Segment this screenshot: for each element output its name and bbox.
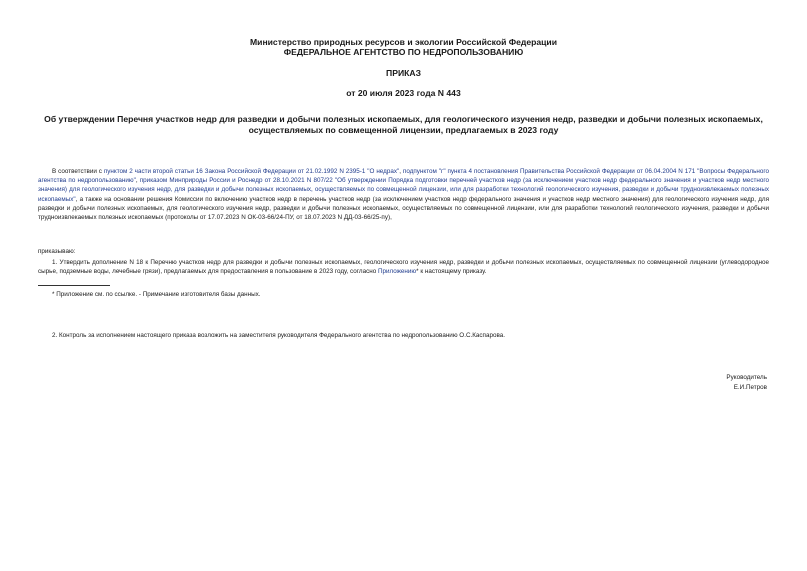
item-1-text: 1. Утвердить дополнение N 18 к Перечню участков недр для разведки и добычи полезных ископаемых, геологического изучения недр, разведки и добычи полезных ископаемых, осуществляемых по совмещенной лицензии (углеводородное сырье, подземные воды, лечебные грязи), предлагаемых для предоставления в пользование в 2023 году, согласно — [38, 259, 769, 276]
doc-type: ПРИКАЗ — [386, 68, 421, 78]
preamble-text-3: , — [135, 177, 140, 185]
signature-role: Руководитель — [726, 374, 767, 381]
ministry-order-link[interactable]: приказом Минприроды России и Роснедр от 28.10.2021 N 807/22 "Об утверждении Порядка подготовки перечней участков недр (за исключением участков недр федерального значения и участков недр местного значения) для геологического изучения недр, для разведки и добычи полезных ископаемых, осуществляемых по совмещенной лицензии, или для разработки технологий геологического изучения, разведки и добычи трудноизвлекаемых полезных ископаемых" — [38, 177, 770, 203]
preamble-text-2: , — [399, 168, 403, 175]
law-link[interactable]: пунктом 2 части второй статьи 16 Закона Российской Федерации от 21.02.1992 N 2395-1 "О недрах" — [103, 168, 400, 175]
item-1-paragraph — [38, 258, 769, 276]
doc-date-number: от 20 июля 2023 года N 443 — [346, 88, 461, 98]
footnote-divider — [38, 285, 110, 286]
ministry-name: Министерство природных ресурсов и экологии Российской Федерации — [250, 37, 557, 47]
order-word: приказываю: — [38, 248, 76, 255]
agency-name: ФЕДЕРАЛЬНОЕ АГЕНТСТВО ПО НЕДРОПОЛЬЗОВАНИЮ — [283, 47, 524, 57]
item-2-paragraph: 2. Контроль за исполнением настоящего приказа возложить на заместителя руководителя Федерального агентства по недропользованию О.С.Каспарова. — [52, 332, 505, 339]
appendix-link[interactable]: Приложению — [377, 268, 417, 276]
preamble-paragraph — [38, 167, 769, 222]
preamble-text-1: В соответствии с — [52, 168, 104, 175]
government-decree-link[interactable]: подпунктом "г" пункта 4 постановления Правительства Российской Федерации от 06.04.2004 N 171 "Вопросы Федерального агентства по недропользованию" — [38, 168, 770, 185]
footnote: * Приложение см. по ссылке. - Примечание изготовителя базы данных. — [52, 291, 261, 298]
item-1-tail: * к настоящему приказу. — [416, 268, 487, 276]
preamble-text-4: , а также на основании решения Комиссии по включению участков недр в перечень участков недр (за исключением участков недр федерального значения и участков недр местного значения) для геологического изучения недр, для разведки и добычи полезных ископаемых, для геологического изучения недр, разведки и добычи полезных ископаемых, осуществляемых по совмещенной лицензии, или для разработки технологий геологического изучения, разведки и добычи трудноизвлекаемых полезных ископаемых (протоколы от 17.07.2023 N ОК-03-66/24-ПУ, от 18.07.2023 N ДД-03-66/25-пу), — [38, 195, 769, 222]
doc-title: Об утверждении Перечня участков недр для разведки и добычи полезных ископаемых, для геологического изучения недр, разведки и добычи полезных ископаемых, осуществляемых по совмещенной лицензии, предлагаемых в 2023 году — [44, 114, 763, 135]
signature-name: Е.И.Петров — [733, 384, 767, 391]
